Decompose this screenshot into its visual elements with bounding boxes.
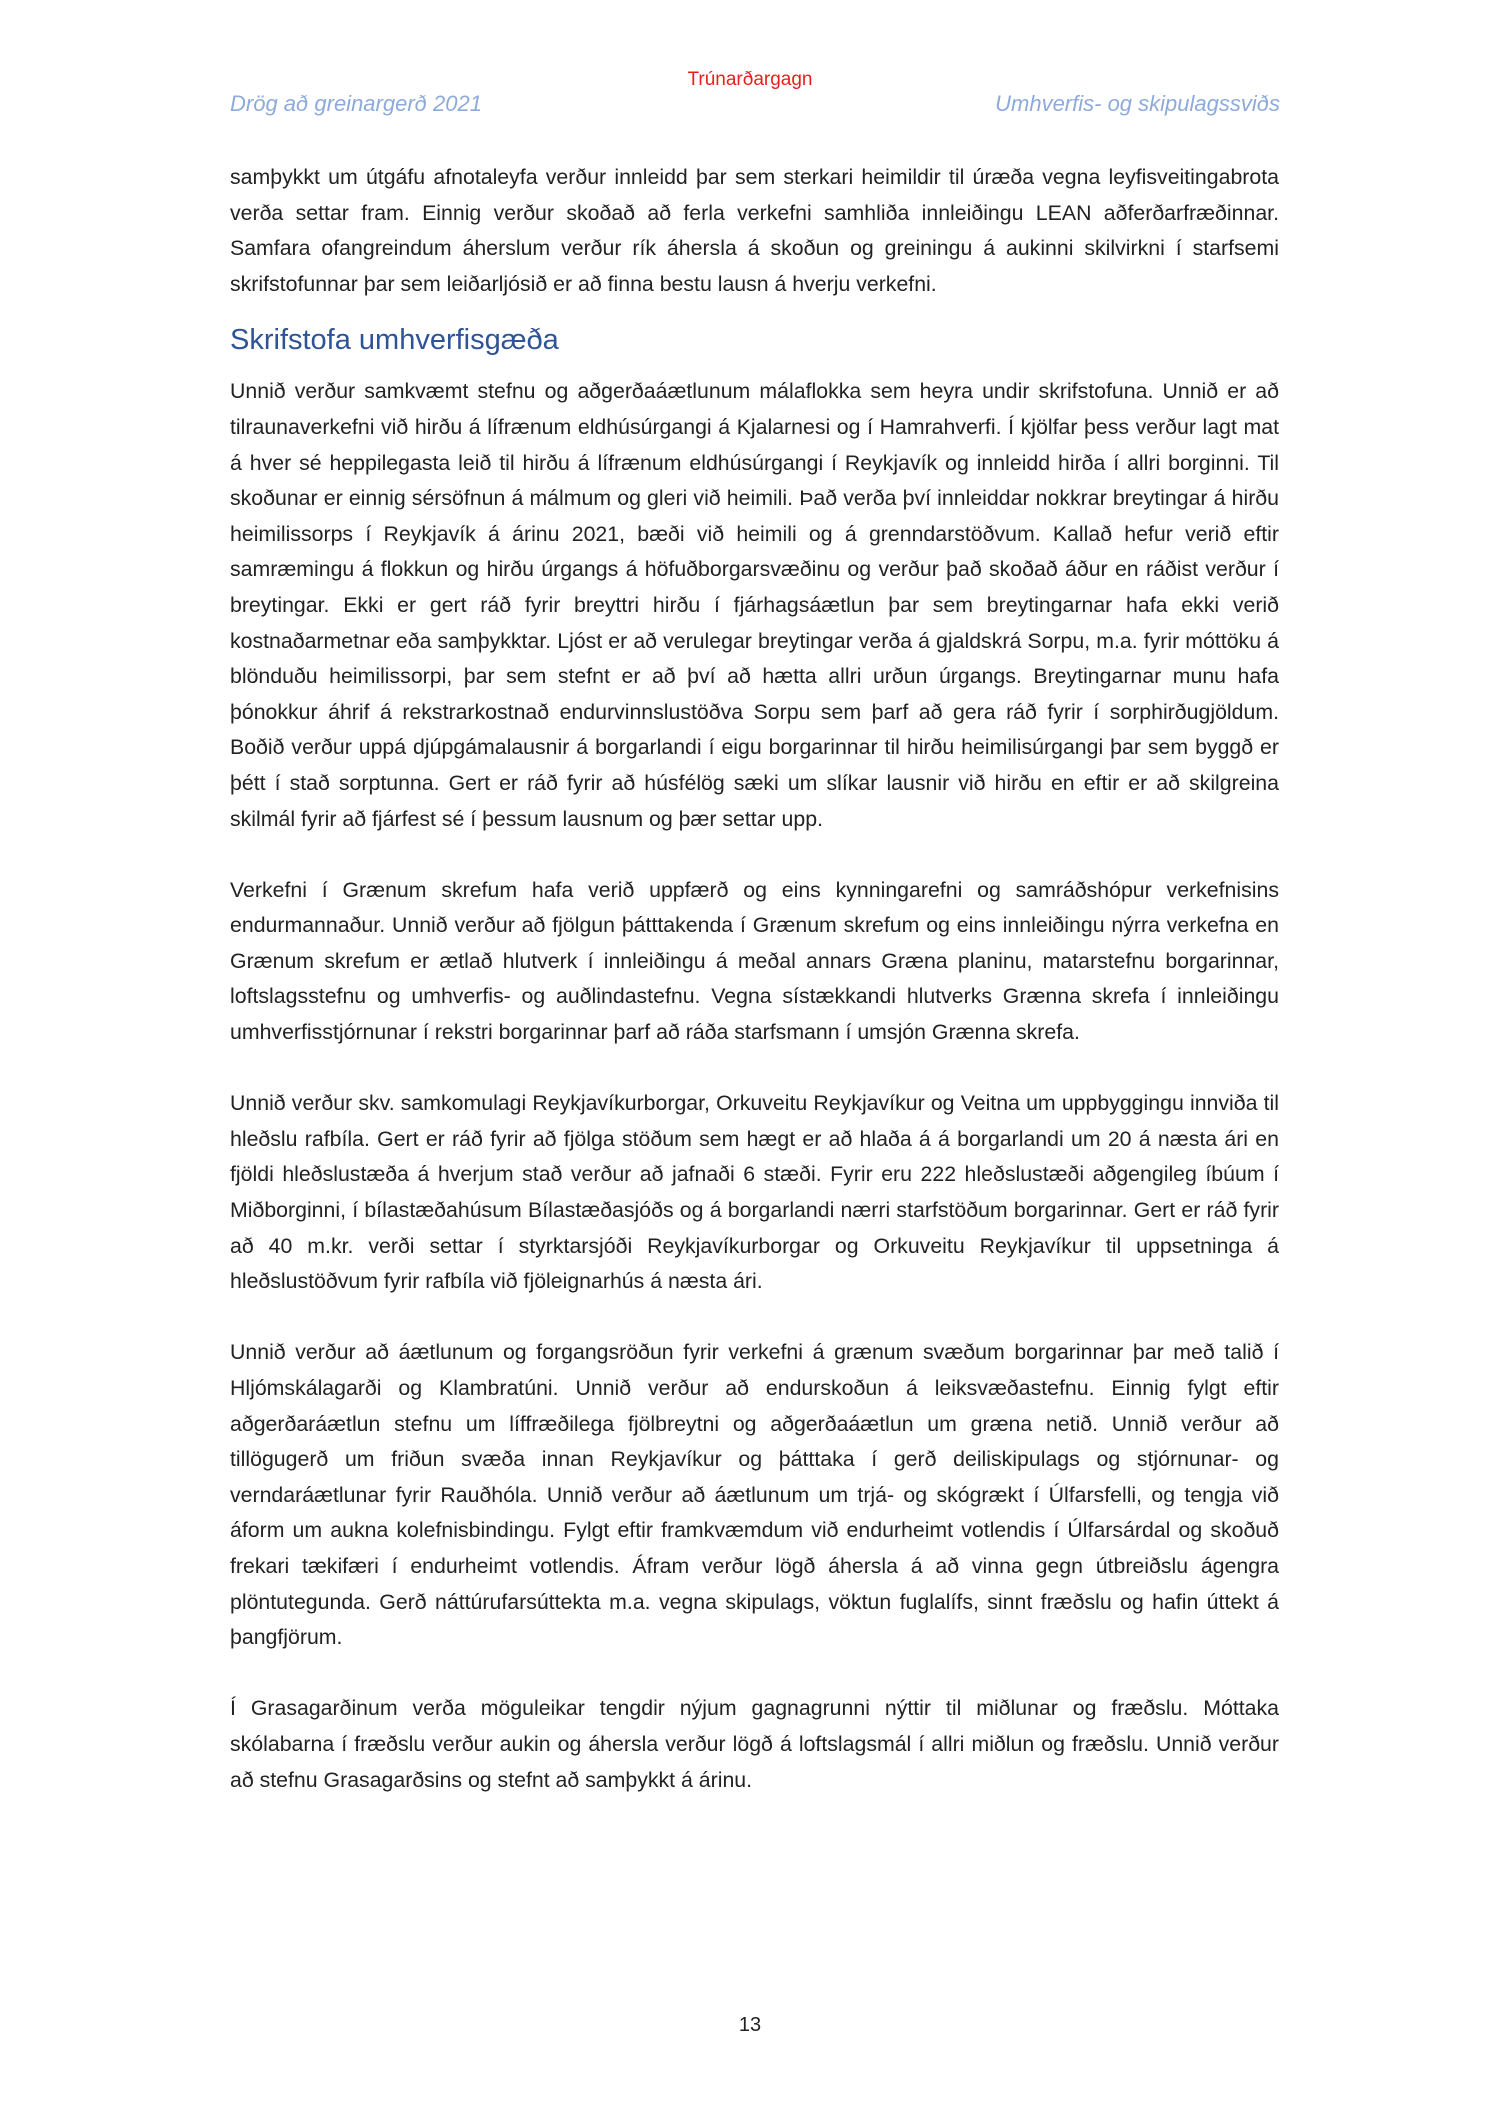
body-paragraph: Í Grasagarðinum verða möguleikar tengdir nýjum gagnagrunni nýttir til miðlunar og fræðslu. Móttaka skólabarna í fræðslu verður aukin og áhersla verður lögð á loftslagsmál í allri miðlun og fræðslu. Unnið verður að stefnu Grasagarðsins og stefnt að samþykkt á árinu. (230, 1696, 1279, 1792)
page-number: 13 (738, 2014, 762, 2036)
body-paragraph: Unnið verður að áætlunum og forgangsröðun fyrir verkefni á grænum svæðum borgarinnar þar með talið í Hljómskálagarði og Klambratúni. Unnið verður að endurskoðun á leiksvæðastefnu. Einnig fylgt eftir aðgerðaráætlun stefnu um líffræðilega fjölbreytni og aðgerðaáætlun um græna netið. Unnið verður að tillögugerð um friðun svæða innan Reykjavíkur og þátttaka í gerð deiliskipulags og stjórnunar- og verndaráætlunar fyrir Rauðhóla. Unnið verður að áætlunum um trjá- og skógrækt í Úlfarsfelli, og tengja við áform um aukna kolefnisbindingu. Fylgt eftir framkvæmdum við endurheimt votlendis í Úlfarsárdal og skoðuð frekari tækifæri í endurheimt votlendis. Áfram verður lögð áhersla á að vinna gegn útbreiðslu ágengra plöntutegunda. Gerð náttúrufarsúttekta m.a. vegna skipulags, vöktun fuglalífs, sinnt fræðslu og hafin úttekt á þangfjörum. (230, 1340, 1279, 1650)
section-heading: Skrifstofa umhverfisgæða (230, 324, 559, 357)
document-body (230, 160, 1279, 1798)
intro-paragraph: samþykkt um útgáfu afnotaleyfa verður innleidd þar sem sterkari heimildir til úræða vegna leyfisveitingabrota verða settar fram. Einnig verður skoðað að ferla verkefni samhliða innleiðingu LEAN aðferðarfræðinnar. Samfara ofangreindum áherslum verður rík áhersla á skoðun og greiningu á aukinni skilvirkni í starfsemi skrifstofunnar þar sem leiðarljósið er að finna bestu lausn á hverju verkefni. (230, 165, 1279, 296)
header-department: Umhverfis- og skipulagssviðs (995, 91, 1280, 116)
header-document-title: Drög að greinargerð 2021 (230, 91, 482, 116)
body-paragraph: Unnið verður skv. samkomulagi Reykjavíkurborgar, Orkuveitu Reykjavíkur og Veitna um uppbyggingu innviða til hleðslu rafbíla. Gert er ráð fyrir að fjölga stöðum sem hægt er að hlaða á á borgarlandi um 20 á næsta ári en fjöldi hleðslustæða á hverjum stað verður að jafnaði 6 stæði. Fyrir eru 222 hleðslustæði aðgengileg íbúum í Miðborginni, í bílastæðahúsum Bílastæðasjóðs og á borgarlandi nærri starfstöðum borgarinnar. Gert er ráð fyrir að 40 m.kr. verði settar í styrktarsjóði Reykjavíkurborgar og Orkuveitu Reykjavíkur til uppsetninga á hleðslustöðvum fyrir rafbíla við fjöleignarhús á næsta ári. (230, 1091, 1279, 1294)
confidential-label: Trúnarðargagn (687, 69, 813, 90)
body-paragraph: Verkefni í Grænum skrefum hafa verið uppfærð og eins kynningarefni og samráðshópur verkefnisins endurmannaður. Unnið verður að fjölgun þátttakenda í Grænum skrefum og eins innleiðingu nýrra verkefna en Grænum skrefum er ætlað hlutverk í innleiðingu á meðal annars Græna planinu, matarstefnu borgarinnar, loftslagsstefnu og umhverfis- og auðlindastefnu. Vegna sístækkandi hlutverks Grænna skrefa í innleiðingu umhverfisstjórnunar í rekstri borgarinnar þarf að ráða starfsmann í umsjón Grænna skrefa. (230, 877, 1279, 1045)
body-paragraph: Unnið verður samkvæmt stefnu og aðgerðaáætlunum málaflokka sem heyra undir skrifstofuna. Unnið er að tilraunaverkefni við hirðu á lífrænum eldhúsúrgangi á Kjalarnesi og í Hamrahverfi. Í kjölfar þess verður lagt mat á hver sé heppilegasta leið til hirðu á lífrænum eldhúsúrgangi í Reykjavík og innleidd hirða í allri borginni. Til skoðunar er einnig sérsöfnun á málmum og gleri við heimili. Það verða því innleiddar nokkrar breytingar á hirðu heimilissorps í Reykjavík á árinu 2021, bæði við heimili og á grenndarstöðvum. Kallað hefur verið eftir samræmingu á flokkun og hirðu úrgangs á höfuðborgarsvæðinu og verður það skoðað áður en ráðist verður í breytingar. Ekki er gert ráð fyrir breyttri hirðu í fjárhagsáætlun þar sem breytingarnar hafa ekki verið kostnaðarmetnar eða samþykktar. Ljóst er að verulegar breytingar verða á gjaldskrá Sorpu, m.a. fyrir móttöku á blönduðu heimilissorpi, þar sem stefnt er að því að hætta allri urðun úrgangs. Breytingarnar munu hafa þónokkur áhrif á rekstrarkostnað endurvinnslustöðva Sorpu sem þarf að gera ráð fyrir í sorphirðugjöldum. Boðið verður uppá djúpgámalausnir á borgarlandi í eigu borgarinnar til hirðu heimilisúrgangi þar sem byggð er þétt í stað sorptunna. Gert er ráð fyrir að húsfélög sæki um slíkar lausnir við hirðu en eftir er að skilgreina skilmál fyrir að fjárfest sé í þessum lausnum og þær settar upp. (230, 379, 1279, 831)
